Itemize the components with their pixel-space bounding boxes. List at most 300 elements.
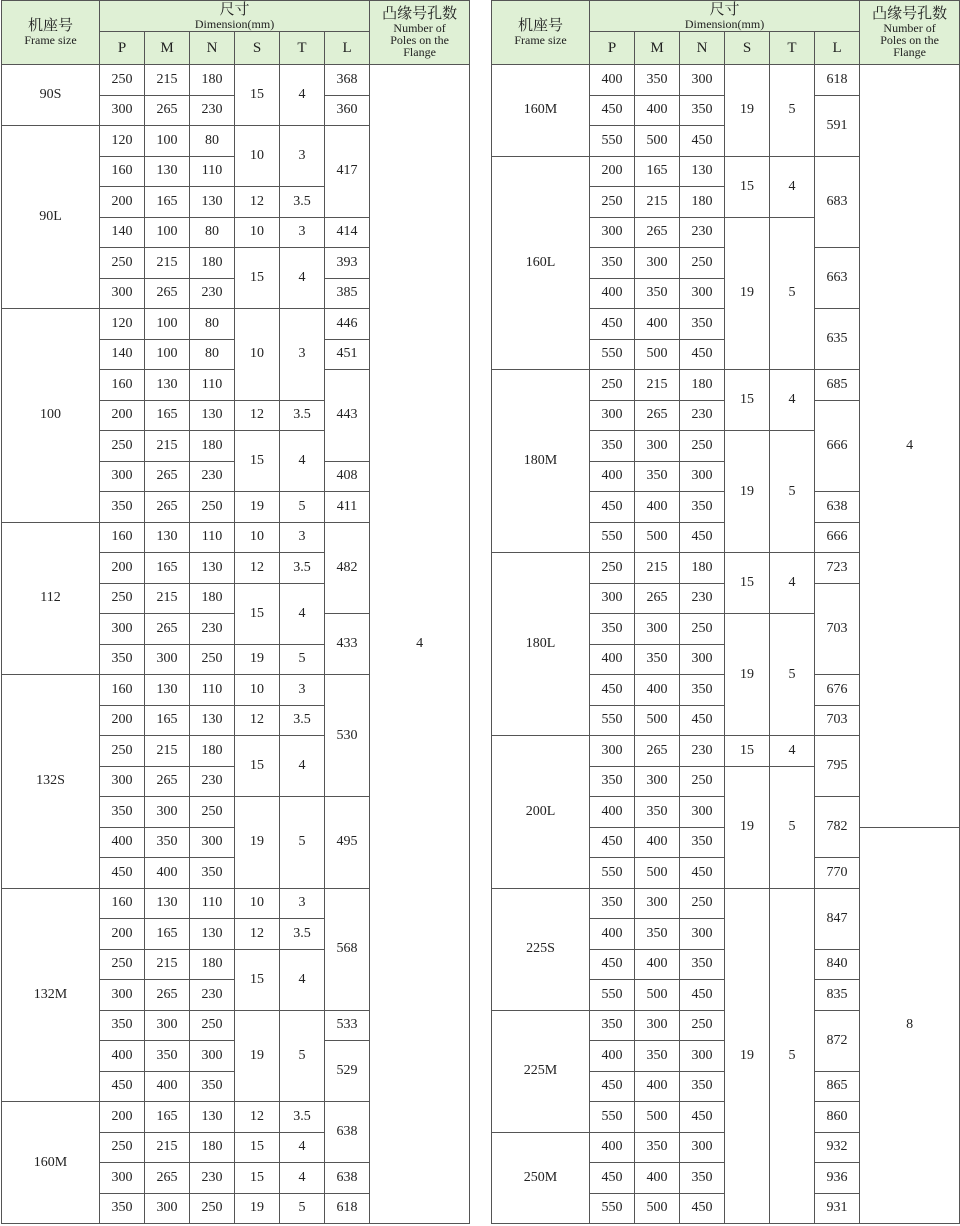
table-cell: 500 [635,1193,680,1224]
table-cell: 165 [635,156,680,187]
table-cell: 120 [100,126,145,157]
table-cell: 250 [590,187,635,218]
table-cell: 5 [280,492,325,523]
table-cell: 140 [100,339,145,370]
table-cell: 19 [235,644,280,675]
table-cell: 300 [680,278,725,309]
table-cell: 5 [280,644,325,675]
table-cell: 385 [325,278,370,309]
table-cell: 500 [635,705,680,736]
table-cell: 215 [145,949,190,980]
table-cell: 350 [590,888,635,919]
table-row [2,65,470,96]
table-cell: 265 [145,461,190,492]
table-cell: 180 [680,187,725,218]
table-cell: 635 [815,309,860,370]
table-cell: 932 [815,1132,860,1163]
table-cell: 250 [590,370,635,401]
table-cell: 400 [590,919,635,950]
table-cell: 4 [770,736,815,767]
table-cell: 450 [590,675,635,706]
table-cell: 100 [2,309,100,523]
table-cell: 12 [235,553,280,584]
table-cell: 676 [815,675,860,706]
table-cell: 300 [100,614,145,645]
table-cell: 180L [492,553,590,736]
table-cell: 200 [100,400,145,431]
table-cell: 350 [590,431,635,462]
table-cell: 495 [325,797,370,889]
table-cell: 450 [590,1163,635,1194]
table-cell: 450 [590,949,635,980]
table-cell: 840 [815,949,860,980]
table-cell: 250 [680,888,725,919]
column-header-t: T [770,32,815,65]
dimension-header-cn: 尺寸 [709,1,740,18]
table-cell: 165 [145,1102,190,1133]
table-cell: 12 [235,705,280,736]
table-cell: 19 [725,766,770,888]
table-cell: 130 [145,156,190,187]
table-cell: 417 [325,126,370,218]
table-cell: 180 [190,736,235,767]
table-cell: 10 [235,888,280,919]
table-cell: 4 [280,736,325,797]
table-cell: 400 [635,309,680,340]
table-cell: 400 [635,95,680,126]
table-cell: 130 [190,919,235,950]
table-cell: 443 [325,370,370,462]
table-cell: 482 [325,522,370,614]
table-cell: 568 [325,888,370,1010]
table-cell: 265 [635,217,680,248]
table-cell: 450 [100,1071,145,1102]
table-cell: 400 [635,675,680,706]
table-cell: 215 [145,248,190,279]
table-cell: 638 [325,1163,370,1194]
table-cell: 350 [635,1132,680,1163]
table-cell: 19 [725,65,770,157]
table-cell: 180 [680,553,725,584]
table-cell: 550 [590,1193,635,1224]
table-cell: 300 [680,65,725,96]
table-cell: 703 [815,583,860,675]
table-cell: 550 [590,1102,635,1133]
table-cell: 165 [145,705,190,736]
table-cell: 5 [770,431,815,553]
table-cell: 265 [635,400,680,431]
poles-header [370,1,470,65]
table-cell: 215 [145,431,190,462]
table-cell: 15 [725,370,770,431]
table-cell: 408 [325,461,370,492]
table-cell: 350 [680,675,725,706]
table-cell: 703 [815,705,860,736]
table-cell: 10 [235,522,280,553]
table-cell: 300 [190,827,235,858]
table-cell: 5 [770,217,815,370]
table-cell: 250 [590,553,635,584]
table-cell: 3.5 [280,400,325,431]
table-cell: 5 [770,65,815,157]
table-cell: 360 [325,95,370,126]
table-cell: 683 [815,156,860,248]
table-cell: 450 [680,980,725,1011]
table-cell: 400 [590,278,635,309]
column-header-p: P [100,32,145,65]
table-cell: 350 [145,827,190,858]
table-cell: 300 [145,644,190,675]
frame-size-header-cn: 机座号 [27,17,73,34]
table-cell: 4 [280,1163,325,1194]
frame-size-header-cn: 机座号 [517,17,563,34]
table-cell: 110 [190,156,235,187]
table-cell: 130 [680,156,725,187]
column-header-m: M [145,32,190,65]
table-cell: 19 [235,1010,280,1102]
table-cell: 795 [815,736,860,797]
table-cell: 350 [100,1193,145,1224]
table-cell: 300 [590,217,635,248]
table-cell: 10 [235,126,280,187]
table-cell: 230 [190,614,235,645]
table-cell: 450 [680,339,725,370]
table-cell: 265 [635,736,680,767]
table-cell: 19 [725,614,770,736]
column-header-s: S [725,32,770,65]
table-cell: 230 [680,217,725,248]
column-header-t: T [280,32,325,65]
table-cell: 350 [680,1163,725,1194]
table-cell: 12 [235,1102,280,1133]
table-cell: 250 [100,248,145,279]
table-cell: 350 [680,309,725,340]
table-cell: 160M [492,65,590,157]
table-cell: 300 [145,1010,190,1041]
table-cell: 15 [725,553,770,614]
table-cell: 200 [590,156,635,187]
table-cell: 393 [325,248,370,279]
table-cell: 350 [635,644,680,675]
table-cell: 100 [145,309,190,340]
column-header-s: S [235,32,280,65]
table-cell: 500 [635,522,680,553]
table-cell: 160 [100,522,145,553]
table-cell: 265 [635,583,680,614]
table-cell: 180 [190,248,235,279]
table-cell: 350 [635,797,680,828]
table-cell: 180 [190,1132,235,1163]
table-cell: 130 [190,400,235,431]
table-cell: 300 [145,797,190,828]
table-cell: 300 [680,1132,725,1163]
table-cell: 19 [235,492,280,523]
table-cell: 4 [370,65,470,1224]
table-cell: 15 [235,1132,280,1163]
table-cell: 130 [145,522,190,553]
table-cell: 638 [325,1102,370,1163]
table-cell: 250 [680,766,725,797]
table-cell: 350 [100,644,145,675]
table-cell: 265 [145,980,190,1011]
table-cell: 250 [680,1010,725,1041]
table-cell: 400 [590,65,635,96]
table-cell: 15 [235,431,280,492]
table-cell: 400 [635,949,680,980]
table-cell: 19 [725,431,770,553]
poles-header-en-1: Number of [393,21,446,35]
table-cell: 300 [680,644,725,675]
table-cell: 591 [815,95,860,156]
table-cell: 500 [635,1102,680,1133]
table-cell: 500 [635,339,680,370]
table-cell: 120 [100,309,145,340]
table-cell: 165 [145,187,190,218]
frame-size-header-en: Frame size [514,32,567,47]
table-cell: 80 [190,309,235,340]
table-cell: 550 [590,339,635,370]
table-cell: 872 [815,1010,860,1071]
table-cell: 414 [325,217,370,248]
poles-header-cn: 凸缘号孔数 [872,6,948,22]
table-cell: 400 [100,1041,145,1072]
poles-header [860,1,960,65]
table-cell: 500 [635,858,680,889]
table-cell: 250 [100,65,145,96]
table-cell: 350 [635,278,680,309]
table-cell: 3 [280,522,325,553]
table-cell: 350 [680,827,725,858]
table-cell: 250 [190,492,235,523]
table-cell: 450 [590,1071,635,1102]
table-cell: 865 [815,1071,860,1102]
table-cell: 451 [325,339,370,370]
table-cell: 200 [100,705,145,736]
table-cell: 250 [680,248,725,279]
table-cell: 12 [235,919,280,950]
table-cell: 300 [635,888,680,919]
table-cell: 835 [815,980,860,1011]
table-cell: 250 [100,736,145,767]
table-cell: 19 [235,1193,280,1224]
table-cell: 450 [680,522,725,553]
table-cell: 200L [492,736,590,889]
table-cell: 300 [100,461,145,492]
table-cell: 550 [590,858,635,889]
table-cell: 350 [590,614,635,645]
table-cell: 215 [635,187,680,218]
column-header-p: P [590,32,635,65]
table-cell: 400 [145,1071,190,1102]
table-cell: 300 [145,1193,190,1224]
table-cell: 350 [100,1010,145,1041]
table-cell: 300 [680,1041,725,1072]
table-cell: 400 [635,1163,680,1194]
table-cell: 350 [680,1071,725,1102]
table-cell: 230 [190,95,235,126]
table-cell: 112 [2,522,100,675]
table-cell: 450 [590,827,635,858]
table-cell: 160 [100,156,145,187]
table-cell: 300 [590,736,635,767]
table-cell: 165 [145,400,190,431]
table-cell: 110 [190,522,235,553]
dimension-header-en: Dimension(mm) [684,16,765,31]
table-cell: 160 [100,675,145,706]
table-cell: 300 [635,1010,680,1041]
table-cell: 10 [235,675,280,706]
table-cell: 400 [590,1132,635,1163]
table-cell: 350 [680,492,725,523]
poles-header-en-2: Poles on the [390,33,449,47]
table-cell: 250 [680,431,725,462]
table-cell: 200 [100,187,145,218]
table-cell: 19 [235,797,280,889]
table-row [492,65,960,96]
frame-size-header [2,1,100,65]
table-cell: 132M [2,888,100,1102]
table-cell: 15 [235,1163,280,1194]
table-cell: 450 [680,126,725,157]
table-cell: 860 [815,1102,860,1133]
table-cell: 130 [190,553,235,584]
table-cell: 3.5 [280,919,325,950]
table-cell: 350 [635,461,680,492]
table-cell: 666 [815,400,860,492]
table-cell: 300 [100,766,145,797]
table-cell: 530 [325,675,370,797]
poles-header-en-1: Number of [883,21,936,35]
table-cell: 250 [100,583,145,614]
table-cell: 782 [815,797,860,858]
table-cell: 936 [815,1163,860,1194]
table-cell: 110 [190,675,235,706]
table-cell: 350 [100,492,145,523]
table-cell: 230 [190,766,235,797]
table-cell: 15 [235,248,280,309]
table-cell: 529 [325,1041,370,1102]
table-cell: 533 [325,1010,370,1041]
table-cell: 200 [100,919,145,950]
table-cell: 4 [770,156,815,217]
table-cell: 110 [190,370,235,401]
table-cell: 400 [590,797,635,828]
table-cell: 15 [235,65,280,126]
table-cell: 215 [145,583,190,614]
table-cell: 215 [145,65,190,96]
table-cell: 411 [325,492,370,523]
table-cell: 250 [680,614,725,645]
table-cell: 4 [280,1132,325,1163]
table-cell: 165 [145,919,190,950]
table-cell: 550 [590,126,635,157]
table-cell: 400 [100,827,145,858]
table-cell: 80 [190,126,235,157]
table-cell: 300 [635,766,680,797]
table-cell: 350 [680,949,725,980]
table-cell: 265 [145,95,190,126]
table-cell: 3.5 [280,187,325,218]
table-cell: 450 [680,705,725,736]
table-cell: 80 [190,339,235,370]
table-cell: 5 [280,1193,325,1224]
table-cell: 90S [2,65,100,126]
table-cell: 15 [725,736,770,767]
table-cell: 350 [590,1010,635,1041]
table-cell: 100 [145,126,190,157]
table-cell: 300 [590,400,635,431]
table-cell: 132S [2,675,100,889]
table-cell: 215 [635,370,680,401]
table-cell: 230 [190,980,235,1011]
table-cell: 250 [190,1010,235,1041]
table-cell: 450 [100,858,145,889]
table-cell: 400 [590,644,635,675]
table-cell: 230 [190,1163,235,1194]
table-cell: 4 [280,583,325,644]
table-cell: 350 [635,919,680,950]
table-cell: 400 [590,461,635,492]
table-cell: 15 [235,949,280,1010]
column-header-m: M [635,32,680,65]
table-cell: 350 [590,248,635,279]
table-cell: 10 [235,217,280,248]
table-cell: 300 [635,248,680,279]
dimension-header [590,1,860,32]
table-cell: 230 [190,278,235,309]
table-cell: 160 [100,370,145,401]
table-cell: 200 [100,1102,145,1133]
table-cell: 4 [280,65,325,126]
table-cell: 130 [190,187,235,218]
left-dimension-table [1,0,470,1224]
table-cell: 230 [190,461,235,492]
table-cell: 450 [590,95,635,126]
table-cell: 450 [680,1193,725,1224]
table-cell: 8 [860,827,960,1224]
table-cell: 550 [590,705,635,736]
table-cell: 130 [190,705,235,736]
table-cell: 100 [145,339,190,370]
frame-size-header-en: Frame size [24,32,77,47]
table-cell: 4 [860,65,960,828]
table-cell: 300 [680,919,725,950]
table-cell: 300 [635,614,680,645]
table-cell: 3.5 [280,705,325,736]
table-cell: 215 [145,736,190,767]
table-cell: 300 [100,95,145,126]
poles-header-en-3: Flange [403,45,436,59]
dimension-header-cn: 尺寸 [219,1,250,18]
table-cell: 230 [680,583,725,614]
table-cell: 400 [635,827,680,858]
table-cell: 4 [280,431,325,492]
table-cell: 12 [235,187,280,218]
table-cell: 931 [815,1193,860,1224]
table-cell: 3.5 [280,553,325,584]
table-cell: 723 [815,553,860,584]
table-cell: 215 [635,553,680,584]
table-cell: 180 [680,370,725,401]
table-cell: 19 [725,888,770,1224]
table-cell: 180 [190,431,235,462]
table-cell: 3.5 [280,1102,325,1133]
table-cell: 15 [235,583,280,644]
table-cell: 160 [100,888,145,919]
table-cell: 130 [145,370,190,401]
table-cell: 500 [635,126,680,157]
table-cell: 638 [815,492,860,523]
